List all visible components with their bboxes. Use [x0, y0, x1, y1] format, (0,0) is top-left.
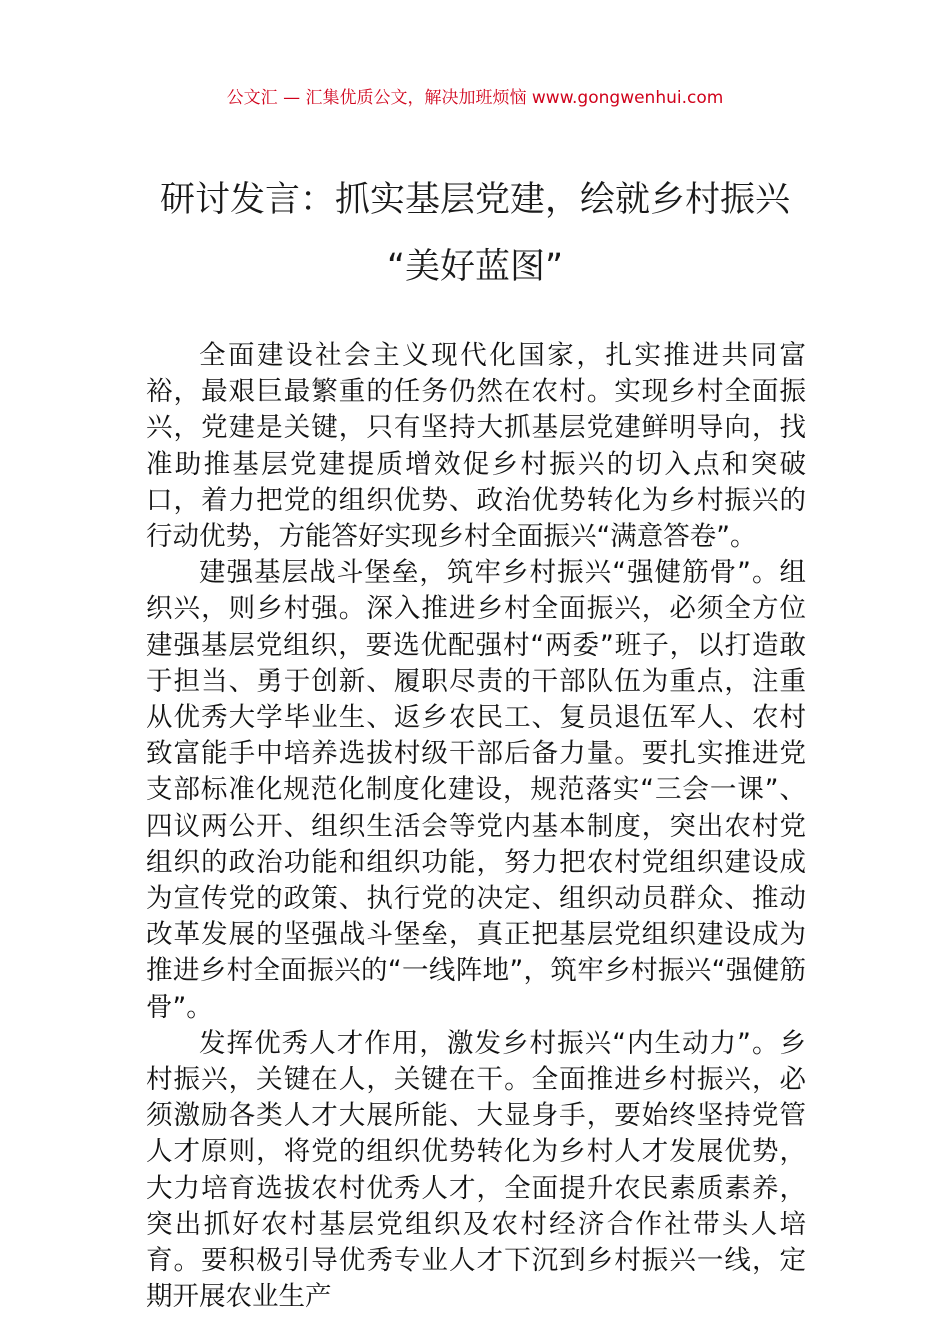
body-paragraph-1: 全面建设社会主义现代化国家，扎实推进共同富裕，最艰巨最繁重的任务仍然在农村。实现乡村全面振兴，党建是关键，只有坚持大抓基层党建鲜明导向，找准助推基层党建提质增效促乡村振兴的切入点和突破口，着力把党的组织优势、政治优势转化为乡村振兴的行动优势，方能答好实现乡村全面振兴“满意答卷”。	[146, 340, 806, 553]
document-title-line-1: 研讨发言：抓实基层党建，绘就乡村振兴	[159, 180, 790, 220]
document-body	[146, 338, 806, 1315]
header-banner: 公文汇 — 汇集优质公文，解决加班烦恼 www.gongwenhui.com	[226, 88, 724, 108]
body-paragraph-3: 发挥优秀人才作用，激发乡村振兴“内生动力”。乡村振兴，关键在人，关键在干。全面推进乡村振兴，必须激励各类人才大展所能、大显身手，要始终坚持党管人才原则，将党的组织优势转化为乡村人才发展优势，大力培育选拔农村优秀人才，全面提升农民素质素养，突出抓好农村基层党组织及农村经济合作社带头人培育。要积极引导优秀专业人才下沉到乡村振兴一线，定期开展农业生产	[146, 1027, 806, 1313]
document-title-line-2: “美好蓝图”	[386, 247, 564, 287]
body-paragraph-2: 建强基层战斗堡垒，筑牢乡村振兴“强健筋骨”。组织兴，则乡村强。深入推进乡村全面振兴，必须全方位建强基层党组织，要选优配强村“两委”班子，以打造敢于担当、勇于创新、履职尽责的干部队伍为重点，注重从优秀大学毕业生、返乡农民工、复员退伍军人、农村致富能手中培养选拔村级干部后备力量。要扎实推进党支部标准化规范化制度化建设，规范落实“三会一课”、四议两公开、组织生活会等党内基本制度，突出农村党组织的政治功能和组织功能，努力把农村党组织建设成为宣传党的政策、执行党的决定、组织动员群众、推动改革发展的坚强战斗堡垒，真正把基层党组织建设成为推进乡村全面振兴的“一线阵地”，筑牢乡村振兴“强健筋骨”。	[146, 557, 806, 1023]
